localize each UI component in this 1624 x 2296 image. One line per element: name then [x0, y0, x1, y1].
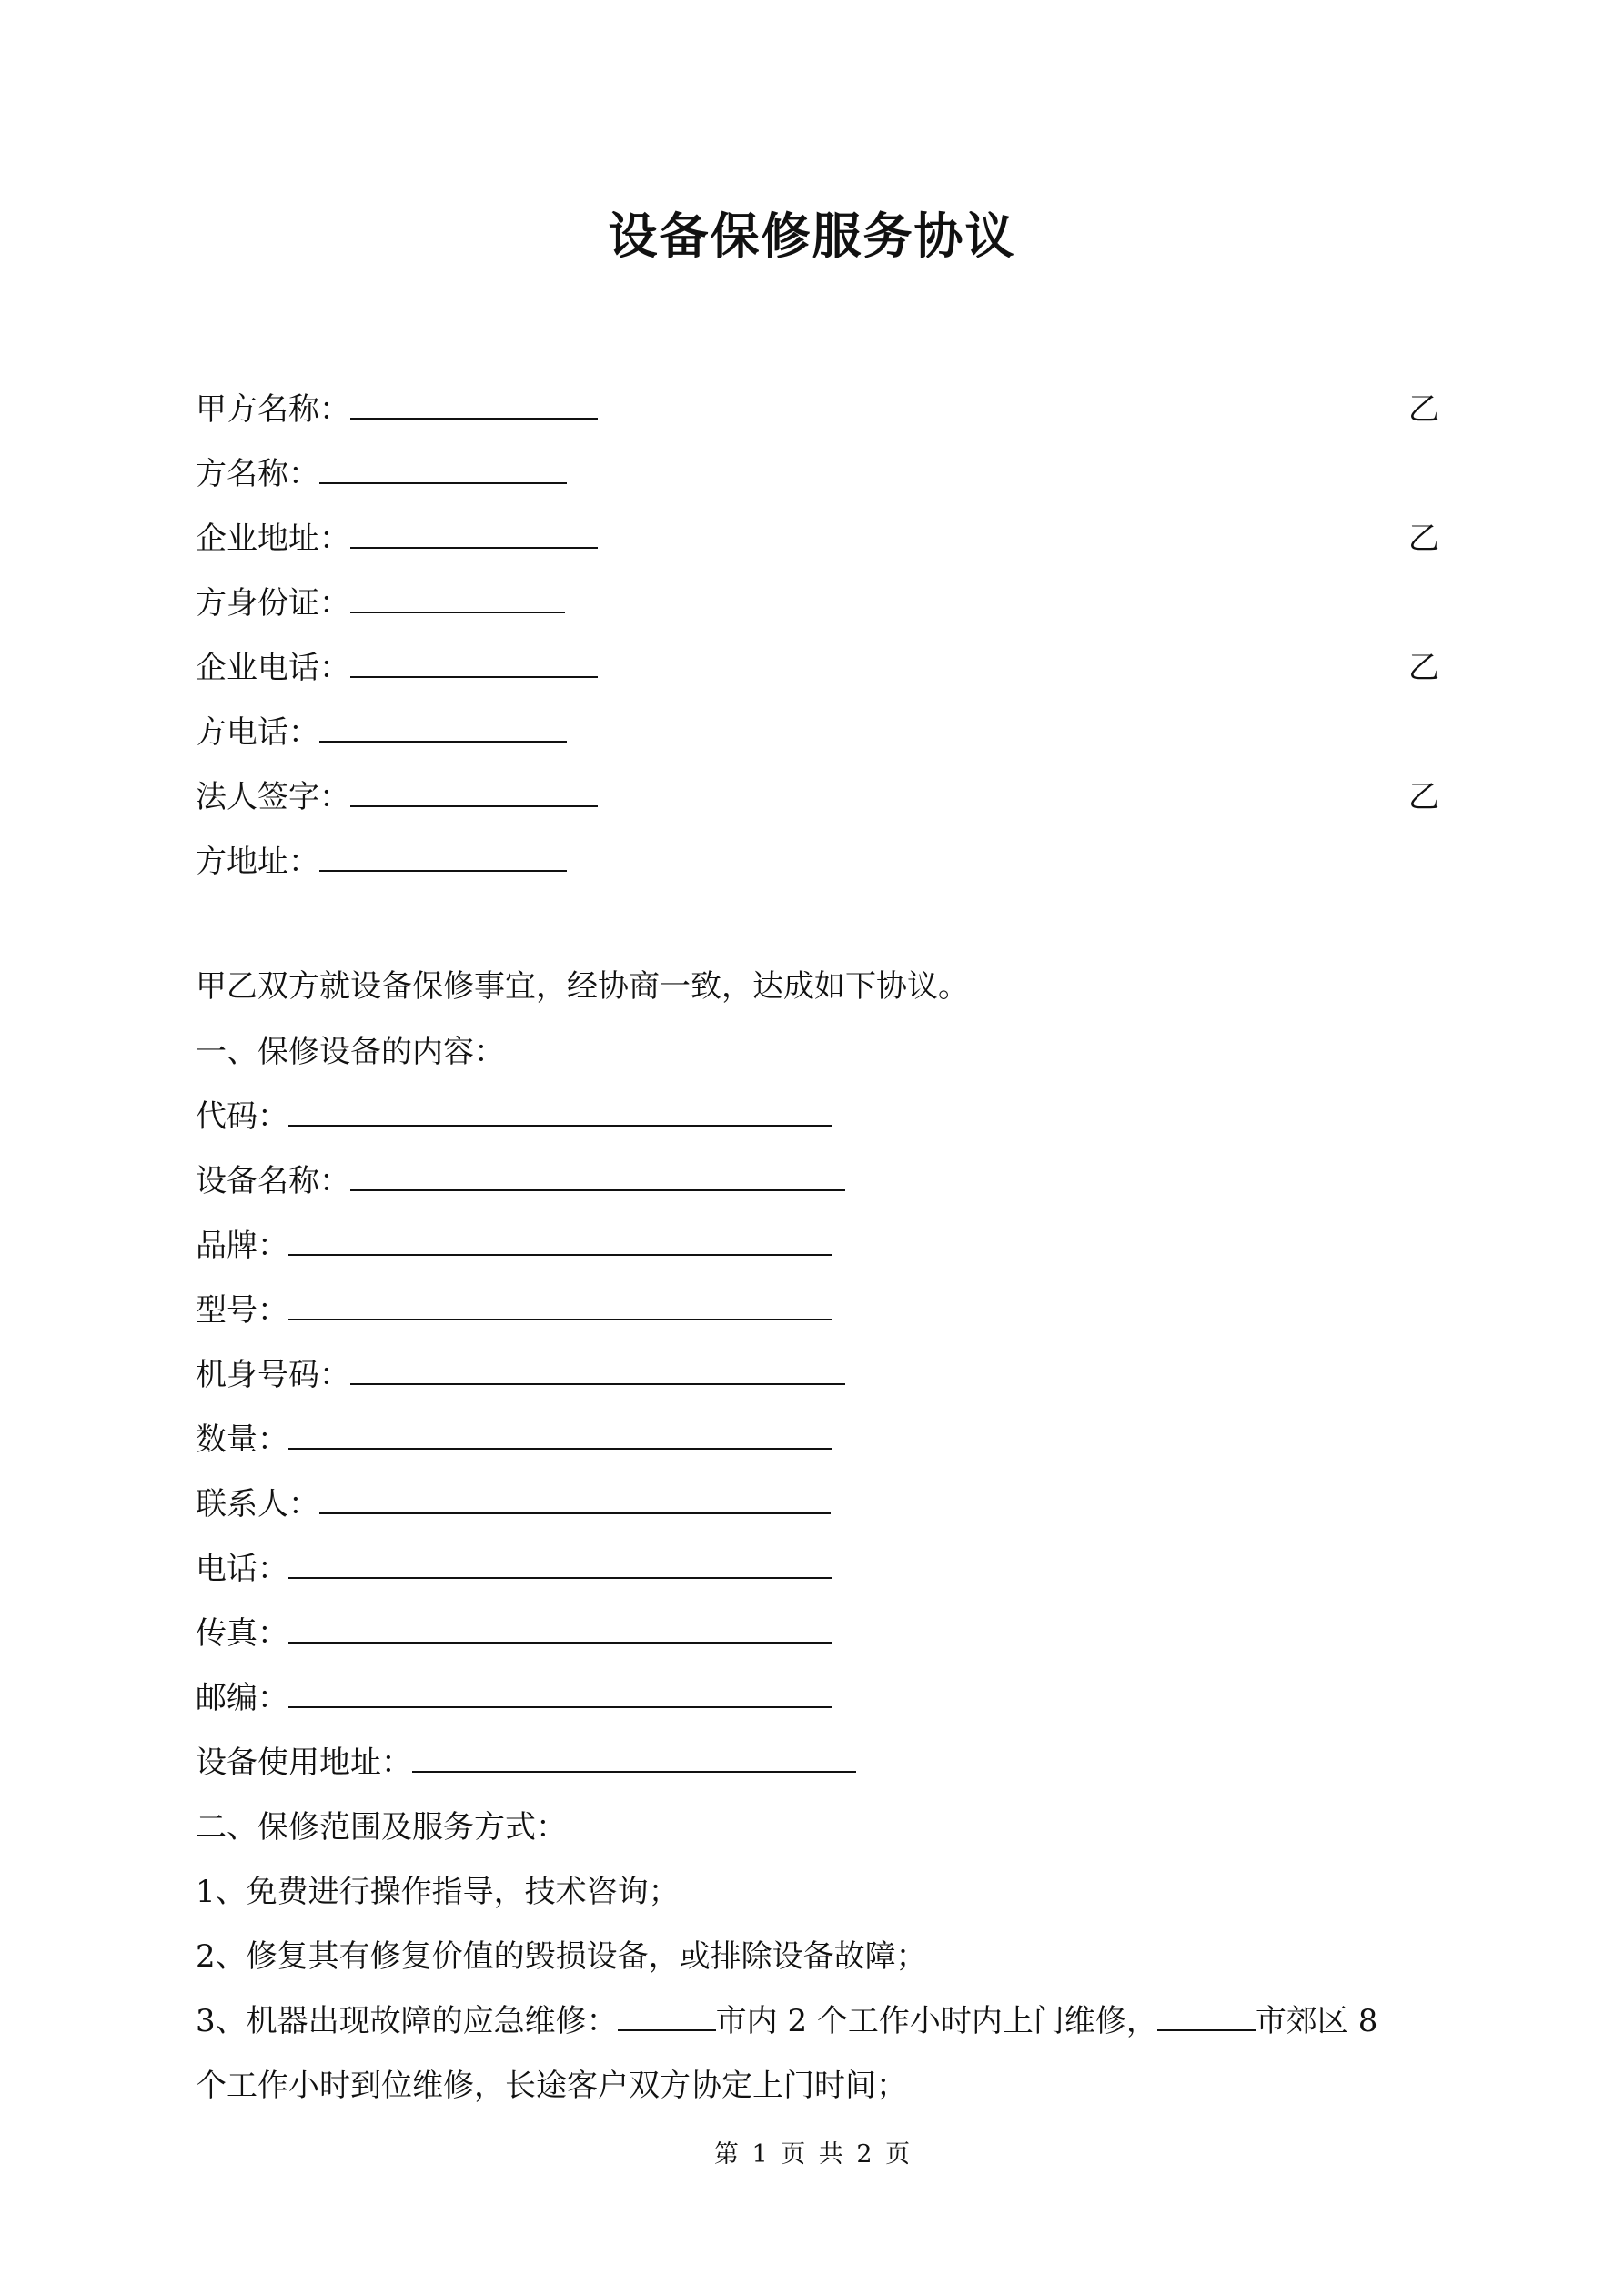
blank-line[interactable]	[288, 1227, 832, 1256]
serial-number-field	[196, 1355, 845, 1395]
blank-line[interactable]	[1157, 2002, 1256, 2031]
blank-line[interactable]	[288, 1097, 832, 1127]
party-a-name-field	[196, 389, 598, 430]
device-name-field	[196, 1161, 845, 1201]
blank-line[interactable]	[350, 1162, 845, 1191]
blank-line[interactable]	[412, 1744, 856, 1773]
company-address-field	[196, 519, 598, 559]
field-label: 设备使用地址：	[196, 1745, 412, 1781]
blank-line[interactable]	[350, 778, 598, 807]
section-2-heading: 二、保修范围及服务方式：	[196, 1809, 567, 1846]
party-b-marker: 乙	[1408, 650, 1439, 686]
blank-line[interactable]	[350, 649, 598, 678]
field-label: 邮编：	[196, 1680, 288, 1716]
field-label: 方名称：	[196, 456, 319, 492]
scope-item-1: 1、免费进行操作指导，技术咨询；	[196, 1874, 680, 1910]
field-label: 方电话：	[196, 714, 319, 751]
field-label: 传真：	[196, 1615, 288, 1652]
field-label: 联系人：	[196, 1486, 319, 1522]
field-label: 企业地址：	[196, 521, 350, 557]
blank-line[interactable]	[350, 390, 598, 420]
party-b-name-field	[196, 454, 567, 494]
blank-line[interactable]	[288, 1550, 832, 1579]
quantity-field	[196, 1420, 832, 1460]
blank-line[interactable]	[350, 520, 598, 549]
field-label: 方地址：	[196, 844, 319, 880]
field-label: 电话：	[196, 1551, 288, 1587]
intro-paragraph: 甲乙双方就设备保修事宜，经协商一致，达成如下协议。	[196, 968, 969, 1005]
field-label: 机身号码：	[196, 1357, 350, 1393]
blank-line[interactable]	[618, 2002, 716, 2031]
blank-line[interactable]	[288, 1421, 832, 1450]
field-label: 品牌：	[196, 1228, 288, 1264]
device-location-field	[196, 1743, 856, 1783]
page-number-footer: 第 1 页 共 2 页	[713, 2140, 911, 2169]
field-label: 型号：	[196, 1292, 288, 1329]
legal-signature-field	[196, 777, 598, 817]
party-b-marker: 乙	[1408, 521, 1439, 557]
blank-line[interactable]	[350, 1356, 845, 1385]
brand-field	[196, 1226, 832, 1266]
field-label: 企业电话：	[196, 650, 350, 686]
scope-item-3-continued: 个工作小时到位维修，长途客户双方协定上门时间；	[196, 2068, 907, 2104]
blank-line[interactable]	[319, 455, 567, 484]
party-b-marker: 乙	[1408, 391, 1439, 428]
document-title: 设备保修服务协议	[608, 207, 1016, 265]
blank-line[interactable]	[319, 1485, 831, 1514]
blank-line[interactable]	[288, 1679, 832, 1708]
phone-field	[196, 1549, 832, 1589]
scope-item-2: 2、修复其有修复价值的毁损设备，或排除设备故障；	[196, 1938, 927, 1975]
item-text: 3、机器出现故障的应急维修：	[196, 2003, 618, 2039]
fax-field	[196, 1613, 832, 1654]
field-label: 数量：	[196, 1421, 288, 1458]
postal-code-field	[196, 1678, 832, 1718]
party-b-marker: 乙	[1408, 779, 1439, 815]
blank-line[interactable]	[288, 1614, 832, 1644]
section-1-heading: 一、保修设备的内容：	[196, 1034, 505, 1070]
field-label: 方身份证：	[196, 585, 350, 622]
party-b-id-field	[196, 583, 565, 623]
scope-item-3	[196, 2001, 1377, 2041]
party-b-phone-field	[196, 713, 567, 753]
blank-line[interactable]	[288, 1291, 832, 1320]
party-b-address-field	[196, 842, 567, 882]
item-text: 市郊区 8	[1255, 2003, 1378, 2039]
field-label: 代码：	[196, 1098, 288, 1135]
blank-line[interactable]	[319, 713, 567, 743]
company-phone-field	[196, 648, 598, 688]
field-label: 法人签字：	[196, 779, 350, 815]
field-label: 甲方名称：	[196, 391, 350, 428]
item-text: 市内 2 个工作小时内上门维修，	[715, 2003, 1157, 2039]
blank-line[interactable]	[319, 843, 567, 872]
code-field	[196, 1097, 832, 1137]
blank-line[interactable]	[350, 584, 565, 613]
field-label: 设备名称：	[196, 1163, 350, 1199]
model-field	[196, 1290, 832, 1330]
contact-person-field	[196, 1484, 831, 1524]
